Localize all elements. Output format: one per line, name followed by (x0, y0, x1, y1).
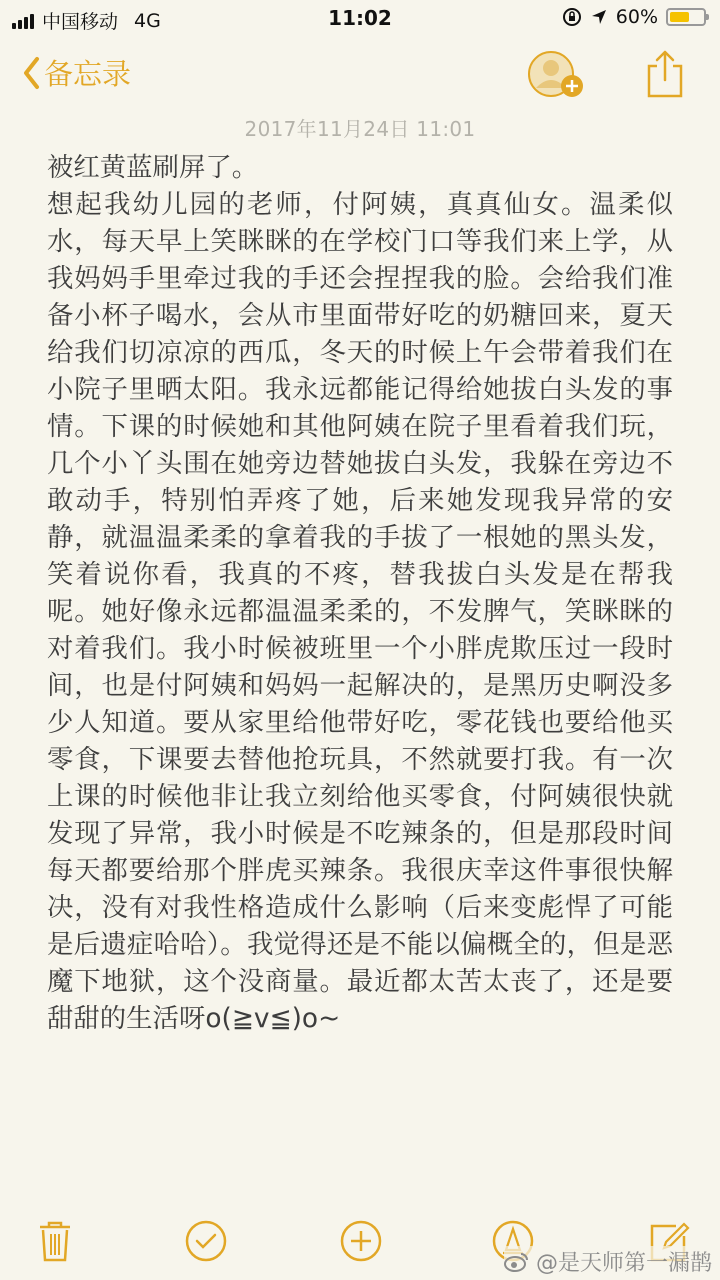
trash-icon[interactable] (32, 1218, 78, 1264)
add-icon[interactable] (338, 1218, 384, 1264)
back-button[interactable] (22, 52, 131, 93)
note-body[interactable] (47, 149, 673, 1037)
checklist-icon[interactable] (183, 1218, 229, 1264)
weibo-watermark (504, 1246, 712, 1277)
weibo-logo-icon (504, 1251, 530, 1273)
share-icon[interactable] (645, 48, 685, 100)
network-type: 4G (134, 9, 161, 32)
nav-bar (0, 40, 720, 110)
battery-icon (666, 8, 706, 26)
note-paragraph: 想起我幼儿园的老师，付阿姨，真真仙女。温柔似水，每天早上笑眯眯的在学校门口等我们来上学，从我妈妈手里牵过我的手还会捏捏我的脸。会给我们准备小杯子喝水，会从市里面带好吃的奶糖回来，夏天给我们切凉凉的西瓜，冬天的时候上午会带着我们在小院子里晒太阳。我永远都能记得给她拔白头发的事情。下课的时候她和其他阿姨在院子里看着我们玩，几个小丫头围在她旁边替她拔白头发，我躲在旁边不敢动手，特别怕弄疼了她，后来她发现我异常的安静，就温温柔柔的拿着我的手拔了一根她的黑头发，笑着说你看，我真的不疼，替我拔白头发是在帮我呢。她好像永远都温温柔柔的，不发脾气，笑眯眯的对着我们。我小时候被班里一个小胖虎欺压过一段时间，也是付阿姨和妈妈一起解决的，是黑历史啊没多少人知道。要从家里给他带好吃，零花钱也要给他买零食，下课要去替他抢玩具，不然就要打我。有一次上课的时候他非让我立刻给他买零食，付阿姨很快就发现了异常，我小时候是不吃辣条的，但是那段时间每天都要给那个胖虎买辣条。我很庆幸这件事很快解决，没有对我性格造成什么影响（后来变彪悍了可能是后遗症哈哈）。我觉得还是不能以偏概全的，但是恶魔下地狱，这个没商量。最近都太苦太丧了，还是要甜甜的生活呀o(≧v≦)o~ (47, 189, 673, 1034)
status-bar (0, 0, 720, 36)
battery-fill (670, 12, 689, 22)
watermark-text: @是天师第一漏鹊 (535, 1251, 712, 1276)
add-people-icon[interactable] (525, 46, 589, 104)
location-icon (590, 8, 608, 26)
chevron-left-icon (22, 56, 40, 90)
status-right (562, 6, 706, 28)
back-label: 备忘录 (44, 57, 132, 91)
status-time: 11:02 (328, 6, 392, 30)
note-paragraph: 被红黄蓝刷屏了。 (47, 152, 259, 183)
orientation-lock-icon (562, 7, 582, 27)
carrier-name: 中国移动 (42, 11, 119, 33)
note-date: 2017年11月24日 11:01 (244, 117, 476, 141)
battery-percent: 60% (615, 6, 658, 28)
